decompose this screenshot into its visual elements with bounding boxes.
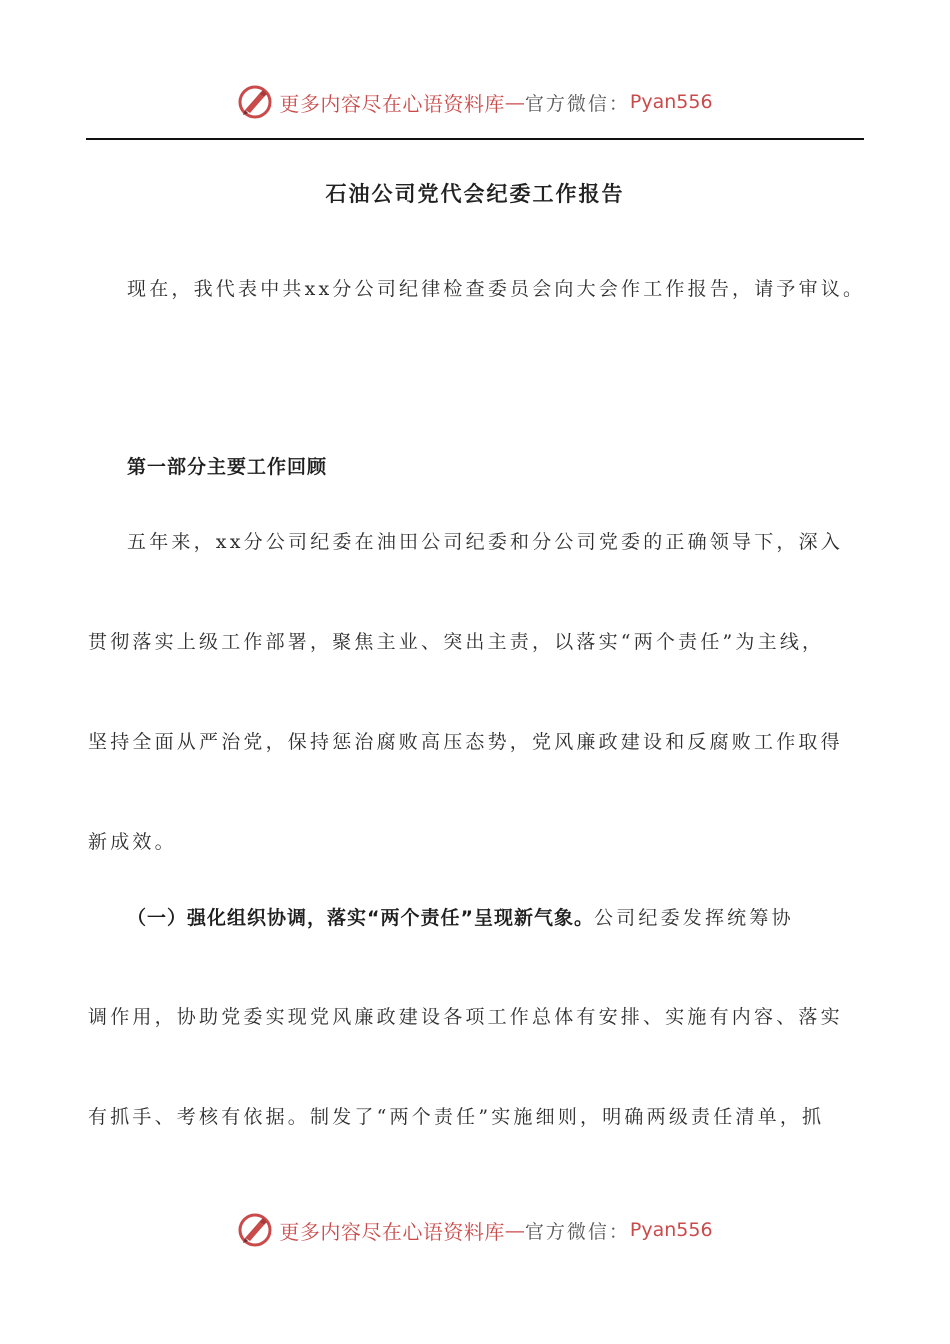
paragraph-lead-line xyxy=(127,903,864,930)
footer-wechat-label: 官方微信： xyxy=(524,1220,630,1243)
footer-dash: — xyxy=(504,1218,525,1242)
paragraph-line: 五年来，xx分公司纪委在油田公司纪委和分公司党委的正确领导下，深入 xyxy=(127,531,844,553)
subsection-heading: （一）强化组织协调，落实“两个责任”呈现新气象。 xyxy=(127,907,594,929)
header-wechat-id: Pyan556 xyxy=(629,91,713,113)
paragraph-line: 贯彻落实上级工作部署，聚焦主业、突出主责，以落实“两个责任”为主线， xyxy=(88,631,825,653)
intro-paragraph: 现在，我代表中共xx分公司纪律检查委员会向大会作工作报告，请予审议。 xyxy=(127,278,866,300)
document-title: 石油公司党代会纪委工作报告 xyxy=(325,182,625,206)
header-banner xyxy=(0,82,950,122)
header-brand-text: 更多内容尽在心语资料库 xyxy=(279,91,505,116)
paragraph-text: 公司纪委发挥统筹协 xyxy=(593,907,794,929)
pen-logo-icon xyxy=(237,84,273,120)
paragraph-line: 调作用，协助党委实现党风廉政建设各项工作总体有安排、实施有内容、落实 xyxy=(88,1006,843,1028)
paragraph-line: 有抓手、考核有依据。制发了“两个责任”实施细则，明确两级责任清单，抓 xyxy=(88,1106,825,1128)
paragraph-line: 坚持全面从严治党，保持惩治腐败高压态势，党风廉政建设和反腐败工作取得 xyxy=(88,731,843,753)
header-wechat-label: 官方微信： xyxy=(524,92,630,115)
paragraph-line: 新成效。 xyxy=(88,831,177,853)
footer-banner xyxy=(0,1210,950,1250)
footer-wechat-id: Pyan556 xyxy=(629,1219,713,1241)
header-dash: — xyxy=(504,90,525,114)
header-divider xyxy=(86,138,864,140)
section-heading: 第一部分主要工作回顾 xyxy=(127,456,328,478)
pen-logo-icon xyxy=(237,1212,273,1248)
footer-brand-text: 更多内容尽在心语资料库 xyxy=(279,1219,505,1244)
